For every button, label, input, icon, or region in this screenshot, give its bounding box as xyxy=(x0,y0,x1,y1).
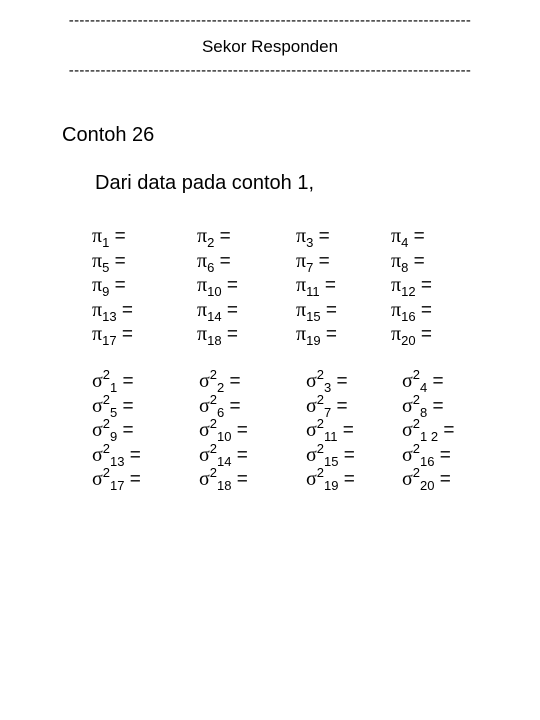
equals-sign: = xyxy=(415,299,432,321)
equals-sign: = xyxy=(415,324,432,345)
sigma-squared-entry xyxy=(199,466,248,492)
sigma-subscript: 1 2 xyxy=(420,429,439,444)
top-dash-rule: ---------------------------------------------------------------------------- xyxy=(68,12,472,29)
pi-symbol: π xyxy=(92,323,103,345)
equals-sign: = xyxy=(415,275,432,296)
pi-symbol: π xyxy=(296,298,307,321)
sigma-squared-entry xyxy=(92,466,141,492)
pi-subscript: 9 xyxy=(102,284,110,299)
sigma-subscript: 7 xyxy=(324,404,332,420)
sigma-squared-entry xyxy=(306,393,348,419)
sigma-symbol: σ xyxy=(402,419,413,441)
sigma-symbol: σ xyxy=(92,394,103,417)
sigma-symbol: σ xyxy=(199,370,210,392)
pi-symbol: π xyxy=(197,274,208,296)
equals-sign: = xyxy=(221,324,238,345)
equals-sign: = xyxy=(434,444,451,466)
pi-entry xyxy=(197,324,238,347)
pi-entry xyxy=(296,275,336,298)
page-title: Sekor Responden xyxy=(201,37,339,56)
sigma-symbol: σ xyxy=(402,443,413,466)
sigma-subscript: 16 xyxy=(420,453,435,469)
sigma-symbol: σ xyxy=(92,370,103,392)
sigma-subscript: 15 xyxy=(324,453,339,469)
pi-symbol: π xyxy=(391,249,402,272)
squared-superscript: 2 xyxy=(102,367,111,382)
pi-subscript: 14 xyxy=(207,308,222,324)
squared-superscript: 2 xyxy=(209,416,218,431)
pi-subscript: 10 xyxy=(207,284,222,299)
sigma-subscript: 2 xyxy=(217,380,225,395)
sigma-subscript: 1 xyxy=(110,380,118,395)
equals-sign: = xyxy=(221,299,238,321)
pi-subscript: 7 xyxy=(306,259,314,275)
pi-symbol: π xyxy=(296,323,307,345)
squared-superscript: 2 xyxy=(102,391,111,407)
pi-subscript: 4 xyxy=(401,235,409,250)
sigma-symbol: σ xyxy=(402,468,413,490)
equals-sign: = xyxy=(124,444,141,466)
sigma-subscript: 19 xyxy=(324,478,339,493)
sigma-subscript: 20 xyxy=(420,478,435,493)
equals-sign: = xyxy=(408,226,425,247)
pi-symbol: π xyxy=(296,249,307,272)
pi-subscript: 8 xyxy=(401,259,409,275)
pi-subscript: 6 xyxy=(207,259,215,275)
sigma-symbol: σ xyxy=(306,468,317,490)
pi-entry xyxy=(92,251,126,274)
squared-superscript: 2 xyxy=(102,416,111,431)
pi-symbol: π xyxy=(197,225,208,247)
pi-symbol: π xyxy=(391,225,402,247)
pi-entry xyxy=(197,300,238,323)
equals-sign: = xyxy=(214,250,231,272)
pi-subscript: 12 xyxy=(401,284,416,299)
squared-superscript: 2 xyxy=(209,391,218,407)
squared-superscript: 2 xyxy=(412,440,421,456)
sigma-squared-entry xyxy=(92,417,134,443)
pi-symbol: π xyxy=(92,225,103,247)
equals-sign: = xyxy=(338,469,355,490)
equals-sign: = xyxy=(427,395,444,417)
pi-subscript: 19 xyxy=(306,333,321,348)
equals-sign: = xyxy=(427,371,444,392)
equals-sign: = xyxy=(331,395,348,417)
pi-symbol: π xyxy=(197,298,208,321)
sigma-squared-entry xyxy=(199,417,248,443)
squared-superscript: 2 xyxy=(412,416,421,431)
sigma-symbol: σ xyxy=(306,443,317,466)
sigma-subscript: 17 xyxy=(110,478,125,493)
equals-sign: = xyxy=(224,371,241,392)
sigma-squared-entry xyxy=(402,368,444,394)
sigma-squared-entry xyxy=(306,442,355,468)
pi-entry xyxy=(391,251,425,274)
equals-sign: = xyxy=(117,371,134,392)
equals-sign: = xyxy=(231,469,248,490)
sigma-symbol: σ xyxy=(306,419,317,441)
pi-symbol: π xyxy=(391,298,402,321)
pi-symbol: π xyxy=(296,274,307,296)
equals-sign: = xyxy=(109,250,126,272)
equals-sign: = xyxy=(109,226,126,247)
squared-superscript: 2 xyxy=(209,465,218,480)
sigma-subscript: 8 xyxy=(420,404,428,420)
sigma-symbol: σ xyxy=(92,468,103,490)
sigma-squared-entry xyxy=(92,393,134,419)
pi-entry xyxy=(92,226,126,249)
equals-sign: = xyxy=(231,420,248,441)
sigma-symbol: σ xyxy=(92,443,103,466)
pi-subscript: 20 xyxy=(401,333,416,348)
pi-entry xyxy=(391,300,432,323)
equals-sign: = xyxy=(408,250,425,272)
pi-subscript: 3 xyxy=(306,235,314,250)
sigma-symbol: σ xyxy=(199,443,210,466)
pi-symbol: π xyxy=(92,274,103,296)
equals-sign: = xyxy=(320,299,337,321)
equals-sign: = xyxy=(438,420,455,441)
pi-entry xyxy=(92,324,133,347)
pi-entry xyxy=(391,275,432,298)
equals-sign: = xyxy=(319,275,336,296)
sigma-symbol: σ xyxy=(199,419,210,441)
equals-sign: = xyxy=(117,395,134,417)
squared-superscript: 2 xyxy=(209,440,218,456)
sigma-squared-entry xyxy=(306,368,348,394)
sigma-symbol: σ xyxy=(199,394,210,417)
bottom-dash-rule: ---------------------------------------------------------------------------- xyxy=(68,62,472,79)
pi-symbol: π xyxy=(197,323,208,345)
pi-subscript: 16 xyxy=(401,308,416,324)
sigma-squared-entry xyxy=(199,368,241,394)
intro-text: Dari data pada contoh 1, xyxy=(95,172,315,194)
pi-symbol: π xyxy=(92,249,103,272)
equals-sign: = xyxy=(214,226,231,247)
sigma-subscript: 5 xyxy=(110,404,118,420)
equals-sign: = xyxy=(116,324,133,345)
pi-subscript: 13 xyxy=(102,308,117,324)
pi-subscript: 15 xyxy=(306,308,321,324)
equals-sign: = xyxy=(231,444,248,466)
pi-subscript: 1 xyxy=(102,235,110,250)
equals-sign: = xyxy=(337,420,354,441)
pi-entry xyxy=(296,324,337,347)
pi-entry xyxy=(197,226,231,249)
equals-sign: = xyxy=(320,324,337,345)
equals-sign: = xyxy=(313,226,330,247)
sigma-squared-entry xyxy=(199,393,241,419)
sigma-symbol: σ xyxy=(402,370,413,392)
squared-superscript: 2 xyxy=(102,465,111,480)
sigma-subscript: 9 xyxy=(110,429,118,444)
pi-subscript: 11 xyxy=(306,284,320,299)
pi-entry xyxy=(197,275,238,298)
sigma-subscript: 14 xyxy=(217,453,232,469)
sigma-squared-entry xyxy=(92,368,134,394)
equals-sign: = xyxy=(313,250,330,272)
squared-superscript: 2 xyxy=(412,367,421,382)
sigma-squared-entry xyxy=(402,466,451,492)
pi-symbol: π xyxy=(391,274,402,296)
equals-sign: = xyxy=(434,469,451,490)
sigma-subscript: 13 xyxy=(110,453,125,469)
pi-entry xyxy=(296,251,330,274)
sigma-subscript: 6 xyxy=(217,404,225,420)
pi-entry xyxy=(391,324,432,347)
sigma-squared-entry xyxy=(199,442,248,468)
squared-superscript: 2 xyxy=(316,440,325,456)
pi-subscript: 2 xyxy=(207,235,215,250)
pi-symbol: π xyxy=(92,298,103,321)
sigma-symbol: σ xyxy=(92,419,103,441)
squared-superscript: 2 xyxy=(209,367,218,382)
pi-subscript: 18 xyxy=(207,333,222,348)
squared-superscript: 2 xyxy=(316,367,325,382)
equals-sign: = xyxy=(221,275,238,296)
sigma-symbol: σ xyxy=(402,394,413,417)
pi-entry xyxy=(92,275,126,298)
pi-symbol: π xyxy=(391,323,402,345)
equals-sign: = xyxy=(116,299,133,321)
sigma-subscript: 11 xyxy=(324,429,338,444)
squared-superscript: 2 xyxy=(412,465,421,480)
sigma-squared-entry xyxy=(402,417,454,443)
sigma-squared-entry xyxy=(306,417,354,443)
pi-entry xyxy=(197,251,231,274)
pi-entry xyxy=(391,226,425,249)
pi-symbol: π xyxy=(296,225,307,247)
example-heading: Contoh 26 xyxy=(62,124,155,146)
pi-entry xyxy=(296,226,330,249)
equals-sign: = xyxy=(109,275,126,296)
sigma-subscript: 4 xyxy=(420,380,428,395)
squared-superscript: 2 xyxy=(316,465,325,480)
squared-superscript: 2 xyxy=(316,391,325,407)
pi-subscript: 5 xyxy=(102,259,110,275)
equals-sign: = xyxy=(117,420,134,441)
sigma-subscript: 10 xyxy=(217,429,232,444)
equals-sign: = xyxy=(331,371,348,392)
pi-entry xyxy=(92,300,133,323)
sigma-subscript: 3 xyxy=(324,380,332,395)
sigma-symbol: σ xyxy=(306,370,317,392)
sigma-symbol: σ xyxy=(199,468,210,490)
squared-superscript: 2 xyxy=(316,416,325,431)
sigma-squared-entry xyxy=(92,442,141,468)
equals-sign: = xyxy=(224,395,241,417)
squared-superscript: 2 xyxy=(102,440,111,456)
sigma-squared-entry xyxy=(402,442,451,468)
pi-entry xyxy=(296,300,337,323)
sigma-squared-entry xyxy=(306,466,355,492)
pi-symbol: π xyxy=(197,249,208,272)
pi-subscript: 17 xyxy=(102,333,117,348)
sigma-squared-entry xyxy=(402,393,444,419)
equals-sign: = xyxy=(124,469,141,490)
squared-superscript: 2 xyxy=(412,391,421,407)
sigma-symbol: σ xyxy=(306,394,317,417)
equals-sign: = xyxy=(338,444,355,466)
sigma-subscript: 18 xyxy=(217,478,232,493)
